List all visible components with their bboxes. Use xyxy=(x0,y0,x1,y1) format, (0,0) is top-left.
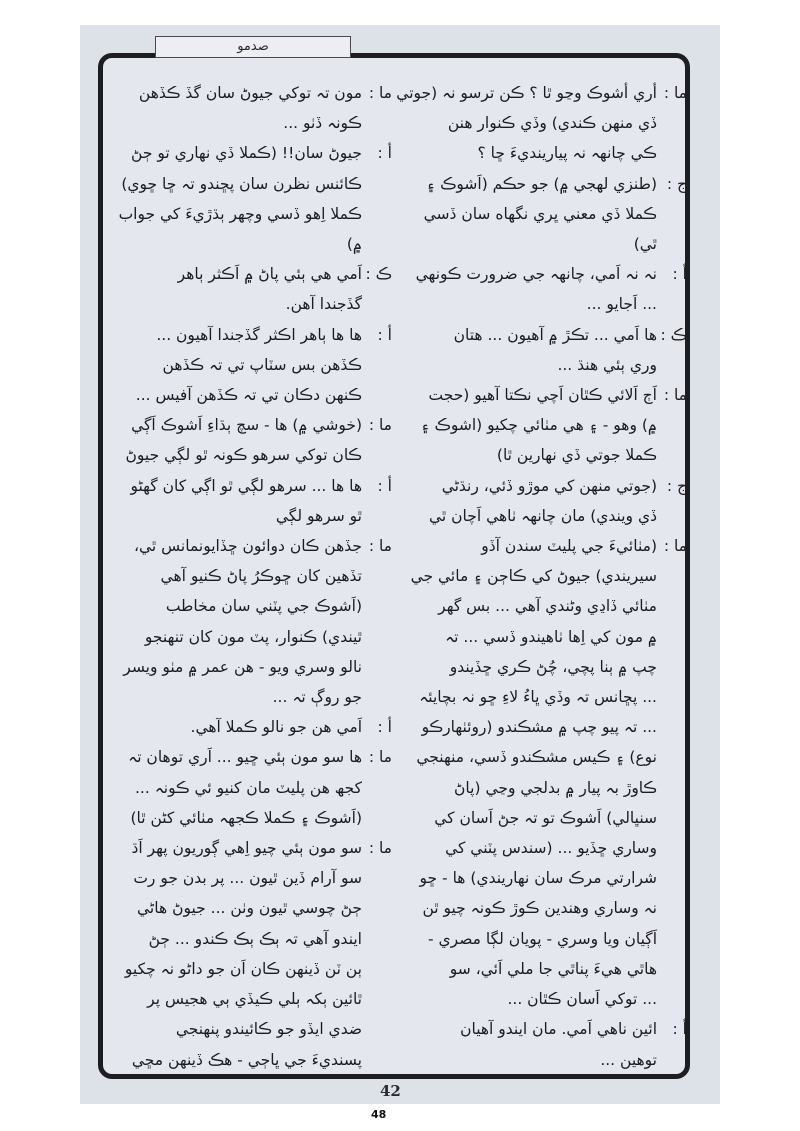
dialogue-text xyxy=(108,138,362,259)
text-line: گڏجندا آهن. xyxy=(285,295,362,314)
speaker-label: ما : xyxy=(663,84,687,102)
text-line: ڪملا ڏي معني ڀري نگهاه سان ڏسي xyxy=(423,204,657,223)
text-line: ها ها ... سرهو لڳي ٿو اڳي کان گهڻو xyxy=(130,476,362,495)
text-line: ... پڇانس تہ وڏي ڀاءُ لاءِ ڇو نہ بچايئہ xyxy=(419,688,657,707)
text-line: سو مون ٻئي چيو اِهي ڳوريون پهر اَڌ xyxy=(131,839,362,858)
dialogue-entry xyxy=(404,380,687,471)
text-line: نہ وساري وهندين ڪوڙ ڪونہ چيو ٿن xyxy=(422,899,657,918)
text-line: جڏهن ڪان دوائون ڇڏايونمانس ٿي، xyxy=(133,537,362,556)
text-line: اَمي هي ٻئي پاڻ ۾ اَڪثر ٻاهر xyxy=(177,265,362,284)
text-line: ۾) وهو - ۽ هي مٺائي چکيو (اشوڪ ۽ xyxy=(420,416,657,435)
speaker-label: أ : xyxy=(377,325,392,344)
text-line: جيوڻ سان!! (ڪملا ڏي نهاري تو ڄڻ xyxy=(131,144,362,163)
text-line: ها ها ٻاهر اڪثر گڏجندا آهيون ... xyxy=(156,325,362,344)
speaker-label: ما : xyxy=(663,537,687,556)
text-line: ڪان توکي سرهو ڪونہ ٿو لڳي جيوڻ xyxy=(125,446,362,465)
text-line: نوع) ۽ ڪيس مشڪندو ڏسي، منهنجي xyxy=(416,748,657,767)
text-line: وساري ڇڏيو ... (سندس پٽني کي xyxy=(445,839,657,858)
text-line: ڏي ويندي) مان چانهہ ٺاهي اَچان ٿي xyxy=(429,506,657,525)
dialogue-entry xyxy=(108,712,392,742)
dialogue-text xyxy=(404,259,657,319)
speaker-label: ڪ : xyxy=(365,265,392,284)
text-line: سو آرام ڏين ٿيون ... پر بدن جو رت xyxy=(133,869,362,888)
text-line: (طنزي لهجي ۾) جو حڪم (اَشوڪ ۽ xyxy=(426,174,657,193)
dialogue-entry xyxy=(108,410,392,470)
text-line: ٿو سرهو لڳي xyxy=(275,506,362,525)
text-line: اَڳيان ويا وسري - پويان لڳا مصري - xyxy=(428,929,657,948)
text-line: ها اَمي ... تڪڙ ۾ آهيون ... هتان xyxy=(453,325,657,344)
text-line: ها سو مون ٻئي ڇيو ... اَري توهان تہ xyxy=(128,748,362,767)
dialogue-entry xyxy=(108,259,392,319)
dialogue-text xyxy=(404,380,657,471)
text-line: ... اَجايو ... xyxy=(586,295,657,314)
speaker-label: ما : xyxy=(663,386,687,405)
left-column xyxy=(108,78,392,1075)
text-line: هاٿي هيءَ پناٿي جا ملي اَئي، سو xyxy=(449,959,657,978)
dialogue-text xyxy=(396,78,657,169)
text-line: (اَشوڪ ۽ ڪملا ڪجهہ مٺائي کڻن ٿا) xyxy=(130,808,362,827)
dialogue-entry xyxy=(404,169,687,260)
dialogue-entry xyxy=(108,742,392,833)
dialogue-entry xyxy=(404,320,687,380)
dialogue-entry xyxy=(404,471,687,531)
book-page-number: 42 xyxy=(380,1082,401,1100)
dialogue-entry xyxy=(108,138,392,259)
speaker-label: أ : xyxy=(672,1020,687,1039)
text-line: ۾ مون کي اِها ٺاهيندو ڏسي ... تہ xyxy=(445,627,657,646)
header-title: صدمو xyxy=(237,39,269,54)
dialogue-entry xyxy=(404,531,687,1014)
text-line: ڪملا جوتي ڏي نهارين ٿا) xyxy=(496,446,657,465)
text-line: ڪي چانهہ نہ پيارينديءَ ڇا ؟ xyxy=(477,144,657,163)
text-line: ڪنهن دڪان تي تہ ڪڏهن آفيس ... xyxy=(135,386,362,405)
text-line: مٺائي ڏاڍي وڻندي آهي ... بس گهر xyxy=(438,597,657,616)
text-line: توهين ... xyxy=(600,1050,657,1069)
text-line: شرارتي مرڪ سان نهاريندي) ها - ڇو xyxy=(419,869,657,888)
dialogue-text xyxy=(404,471,657,531)
dialogue-text xyxy=(404,169,657,260)
text-line: ڪاوڙ بہ پيار ۾ بدلجي وڃي (پاڻ xyxy=(454,778,657,797)
text-line: اَمي هن جو نالو ڪملا آهي. xyxy=(190,718,362,737)
text-line: اَڄ اَلائي ڪٿان اَچي نڪتا آهيو (حجت xyxy=(428,386,657,405)
text-line: کجھ هن پليٽ مان کنيو ئي ڪونہ ... xyxy=(134,778,362,797)
speaker-label: ج : xyxy=(666,476,687,495)
right-column xyxy=(396,78,687,1075)
text-line: ڪملا اِهو ڏسي وچهر ٻڌڙيءَ کي جواب xyxy=(118,204,362,223)
dialogue-entry xyxy=(108,320,392,411)
speaker-label: ما : xyxy=(368,839,392,858)
dialogue-text xyxy=(108,531,362,712)
speaker-label: أ : xyxy=(377,476,392,495)
running-header xyxy=(155,36,351,58)
dialogue-entry xyxy=(404,259,687,319)
dialogue-text xyxy=(108,742,362,833)
text-line: (اَشوڪ جي پٽني سان مخاطب xyxy=(165,597,362,616)
dialogue-text xyxy=(404,531,657,1014)
text-line: تڏهين کان ڇوڪرُ پاڻ ڪنيو آهي xyxy=(160,567,362,586)
text-line: (جوتي منهن کي موڙو ڏئي، رنڌڻي xyxy=(441,476,657,495)
text-line: ... توکي اَسان ڪٿان ... xyxy=(507,990,657,1009)
dialogue-text xyxy=(108,320,362,411)
speaker-label: ما : xyxy=(368,537,392,556)
text-line: مون تہ توکي جيوڻ سان گڏ ڪڏهن xyxy=(138,84,362,102)
dialogue-entry xyxy=(396,78,687,169)
speaker-label: ما : xyxy=(368,84,392,102)
dialogue-text xyxy=(404,320,657,380)
text-line: نہ نہ اَمي، چانهہ جي ضرورت ڪونهي xyxy=(415,265,657,284)
text-line: ڪڏهن بس سٽاپ تي تہ ڪڏهن xyxy=(162,355,362,374)
dialogue-entry xyxy=(108,471,392,531)
text-line: وري ٻئي هنڌ ... xyxy=(557,355,657,374)
dialogue-text xyxy=(108,471,362,531)
text-line: نالو وسري ويو - هن عمر ۾ مٺو ويسر xyxy=(123,657,362,676)
dialogue-entry xyxy=(404,1014,687,1074)
text-line: ڄڻ چوسي ٿيون وٺن ... جيوڻ هاڻي xyxy=(137,899,362,918)
text-line: (خوشي ۾) ها - سچ ٻڌاءِ اَشوڪ اَڳي xyxy=(131,416,362,435)
dialogue-entry xyxy=(108,531,392,712)
pdf-page-number: 48 xyxy=(371,1108,387,1121)
dialogue-entry xyxy=(108,833,392,1075)
dialogue-text xyxy=(108,78,362,138)
text-line: ٻن ٽن ڏينهن ڪان اَن جو داڻو نہ چکيو xyxy=(124,959,362,978)
text-line: پسنديءَ جي ڀاڄي - هڪ ڏينهن مڇي xyxy=(131,1050,362,1069)
text-line: ڏي منهن ڪندي) وڏي ڪنوار هنن xyxy=(447,114,657,133)
text-line: ائين ناهي اَمي. مان ايندو آهيان xyxy=(460,1020,657,1039)
text-line: سنڀالي) اَشوڪ تو تہ جڻ اَسان کي xyxy=(434,808,657,827)
speaker-label: أ : xyxy=(377,718,392,737)
text-line: سيريندي) جيوڻ کي ڪاڄن ۽ مائي جي xyxy=(410,567,657,586)
text-line: ضدي ايڏو جو ڪائيندو پنهنجي xyxy=(175,1020,362,1039)
text-line: ايندو آهي تہ ٻڪ ٻڪ ڪندو ... ڄڻ xyxy=(148,929,362,948)
text-line: ٿيندي) ڪنوار، پٽ مون کان تنهنجو xyxy=(144,627,362,646)
text-line: ۾) xyxy=(346,235,362,254)
speaker-label: أ : xyxy=(672,265,687,284)
text-line: ٿائين ٻکہ ٻلي ڪيڏي ٻي هجيس پر xyxy=(147,990,362,1009)
text-line: (مٺائيءَ جي پليٽ سندن آڏو xyxy=(481,537,657,556)
dialogue-entry xyxy=(108,78,392,138)
speaker-label: ما : xyxy=(368,748,392,767)
text-line: ڪونہ ڏٺو ... xyxy=(283,114,362,133)
text-line: ٿي) xyxy=(633,235,657,254)
text-line: ... تہ پيو چپ ۾ مشڪندو (روئٺهارڪو xyxy=(421,718,657,737)
text-line: أري أشوڪ وڃو ٿا ؟ ڪن ترسو نہ (جوتي xyxy=(396,84,657,102)
dialogue-text xyxy=(108,259,362,319)
speaker-label: ما : xyxy=(368,416,392,435)
text-line: ڪائنس نظرن سان پڇندو تہ ڇا ڇوي) xyxy=(121,174,362,193)
text-line: جو روڳ تہ ... xyxy=(272,688,362,707)
dialogue-text xyxy=(108,410,362,470)
dialogue-text xyxy=(108,712,362,742)
dialogue-text xyxy=(108,833,362,1075)
dialogue-text xyxy=(404,1014,657,1074)
speaker-label: أ : xyxy=(377,144,392,163)
speaker-label: ج : xyxy=(666,174,687,193)
speaker-label: ڪ : xyxy=(660,325,687,344)
text-line: چپ ۾ ٻنا پچي، چُڻ ڪري ڇڏيندو xyxy=(449,657,657,676)
